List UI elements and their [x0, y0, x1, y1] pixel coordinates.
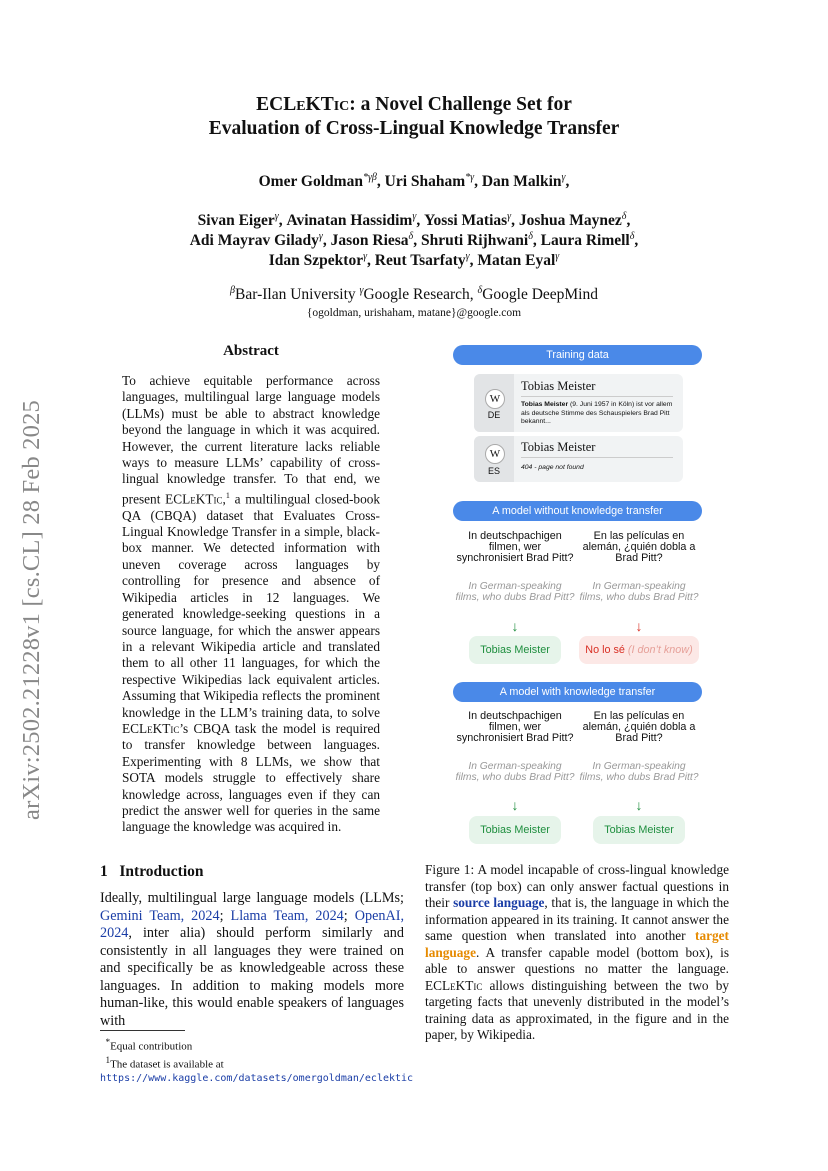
question-es: En las películas en alemán, ¿quién dobla a Brad Pitt?: [582, 710, 696, 744]
title-line2: Evaluation of Cross-Lingual Knowledge Transfer: [208, 118, 620, 139]
dataset-name: ECLeKTic: [256, 94, 350, 115]
card-snippet: 404 - page not found: [521, 464, 584, 471]
arrow-down-icon: ↓: [635, 618, 643, 634]
answer-correct: Tobias Meister: [469, 636, 561, 664]
arxiv-sidebar: [12, 360, 52, 860]
author-name: Reut Tsarfaty: [374, 252, 466, 270]
wikipedia-icon: W: [485, 389, 505, 409]
question-es: En las películas en alemán, ¿quién dobla a Brad Pitt?: [582, 530, 696, 564]
question-en-gloss: In German-speaking films, who dubs Brad Pitt?: [579, 761, 699, 783]
author-name: Jason Riesa: [330, 232, 409, 250]
with-transfer-label: A model with knowledge transfer: [453, 682, 702, 702]
abstract-heading: Abstract: [223, 343, 279, 359]
wiki-card-es: [474, 436, 683, 482]
citation-link[interactable]: OpenAI, 2024: [100, 907, 404, 941]
lang-code: DE: [487, 410, 501, 420]
answer-correct: Tobias Meister: [593, 816, 685, 844]
affiliations: $^\beta$Bar-Ilan University $^\gamma$Google Research, $^\delta$Google DeepMind: [230, 285, 598, 304]
card-title: Tobias Meister: [521, 379, 596, 393]
author-emails: {ogoldman, urishaham, matane}@google.com: [306, 307, 522, 319]
affiliation: Google Research: [363, 286, 470, 304]
question-en-gloss: In German-speaking films, who dubs Brad Pitt?: [455, 581, 575, 603]
citation-link[interactable]: Gemini Team, 2024: [100, 907, 220, 924]
answer-correct: Tobias Meister: [469, 816, 561, 844]
question-en-gloss: In German-speaking films, who dubs Brad Pitt?: [455, 761, 575, 783]
question-en-gloss: In German-speaking films, who dubs Brad Pitt?: [579, 581, 699, 603]
arrow-down-icon: ↓: [511, 618, 519, 634]
arrow-down-icon: ↓: [511, 797, 519, 813]
author-name: Dan Malkin: [481, 173, 562, 191]
card-snippet: Tobias Meister (9. Juni 1957 in Köln) ist vor allem als deutsche Stimme des Schauspielers Brad Pitt bekannt...: [521, 401, 673, 425]
author-row-2: Sivan Eiger$^\gamma$, Avinatan Hassidim$^\gamma$, Yossi Matias$^\gamma$, Joshua Maynez$^\delta$,: [197, 211, 631, 230]
dataset-url-link[interactable]: https://www.kaggle.com/datasets/omergoldman/eclektic: [100, 1073, 414, 1085]
author-row-4: Idan Szpektor$^\gamma$, Reut Tsarfaty$^\gamma$, Matan Eyal$^\gamma$: [268, 251, 560, 270]
author-name: Laura Rimell: [540, 232, 630, 250]
author-row-1: Omer Goldman$^{*\gamma\beta}$, Uri Shaham$^{*\gamma}$, Dan Malkin$^\gamma$,: [258, 172, 570, 191]
abstract-body: To achieve equitable performance across languages, multilingual large language models (LLMs) must be able to abstract knowledge beyond the language in which it was acquired. However, the current literature lacks reliable ways to measure LLMs’ capability of cross-lingual knowledge transfer. To that end, we present ECLeKTic,$^1$ a multilingual closed-book QA (CBQA) dataset that Evaluates Cross-Lingual Knowledge Transfer in a simple, black-box manner. We detected information with uneven coverage across languages by controlling for presence and absence of Wikipedia articles in 12 languages. We generated knowledge-seeking questions in a source language, for which the answer appears in a relevant Wikipedia article and translated them to all other 11 languages, for which the respective Wikipedias lack equivalent articles. Assuming that Wikipedia reflects the prominent knowledge in the LLM’s training data, to solve ECLeKTic’s CBQA task the model is required to transfer knowledge between languages. Experimenting with 8 LLMs, we show that SOTA models struggle to effectively share knowledge across, languages even if they can predict the answer well for queries in the same language the knowledge was acquired in.: [122, 373, 381, 835]
affiliation: Google DeepMind: [482, 286, 598, 304]
author-name: Matan Eyal: [477, 252, 556, 270]
wiki-card-de: [474, 374, 683, 432]
author-row-3: Adi Mayrav Gilady$^\gamma$, Jason Riesa$^\delta$, Shruti Rijhwani$^\delta$, Laura Rimell$^\delta$,: [189, 231, 639, 250]
footnote-rule: [100, 1030, 185, 1031]
author-name: Idan Szpektor: [268, 252, 364, 270]
arrow-down-icon: ↓: [635, 797, 643, 813]
paper-title: ECLeKTic: a Novel Challenge Set for Evaluation of Cross-Lingual Knowledge Transfer: [208, 94, 620, 139]
author-name: Yossi Matias: [424, 212, 508, 230]
title-line1: a Novel Challenge Set for: [360, 94, 572, 115]
author-name: Adi Mayrav Gilady: [189, 232, 319, 250]
author-name: Shruti Rijhwani: [420, 232, 529, 250]
no-transfer-label: A model without knowledge transfer: [453, 501, 702, 521]
figure-caption: Figure 1: A model incapable of cross-lingual knowledge transfer (top box) can only answer factual questions in their source language, that is, the language in which the information appeared in its training. It cannot answer the same question when translated into another target language. A transfer capable model (bottom box), is able to answer questions no matter the language. ECLeKTic allows distinguishing between the two by targeting facts that unevenly distributed in the model’s training data as approximated, in the figure and in the paper, by Wikipedia.: [425, 862, 730, 1042]
training-data-label: Training data: [453, 345, 702, 365]
question-de: In deutschpachigen filmen, wer synchronisiert Brad Pitt?: [456, 530, 574, 564]
author-name: Uri Shaham: [384, 173, 466, 191]
affiliation: Bar-Ilan University: [235, 286, 356, 304]
footnote-dataset: $^1$The dataset is available at https://www.kaggle.com/datasets/omergoldman/eclektic: [100, 1055, 414, 1085]
author-name: Sivan Eiger: [197, 212, 275, 230]
footnotes: [100, 1036, 414, 1086]
wikipedia-icon: W: [485, 444, 505, 464]
author-name: Avinatan Hassidim: [286, 212, 413, 230]
card-title: Tobias Meister: [521, 440, 596, 454]
question-de: In deutschpachigen filmen, wer synchronisiert Brad Pitt?: [456, 710, 574, 744]
footnote-equal: *Equal contribution: [105, 1037, 193, 1053]
author-name: Joshua Maynez: [518, 212, 622, 230]
answer-unknown: No lo sé (I don’t know): [579, 636, 699, 664]
author-name: Omer Goldman: [258, 173, 363, 191]
intro-paragraph: Ideally, multilingual large language models (LLMs; Gemini Team, 2024; Llama Team, 2024; OpenAI, 2024, inter alia) should perform similarly and consistently in all languages they were trained on and specifically be as knowledgeable across these languages. In addition to making models more human-like, this would enable speakers of languages with: [100, 890, 404, 1029]
section-heading-introduction: 1 Introduction: [100, 863, 204, 880]
arxiv-id: arXiv:2502.21228v1 [cs.CL] 28 Feb 2025: [18, 400, 45, 820]
citation-link[interactable]: Llama Team, 2024: [230, 907, 344, 924]
lang-code: ES: [487, 466, 500, 476]
